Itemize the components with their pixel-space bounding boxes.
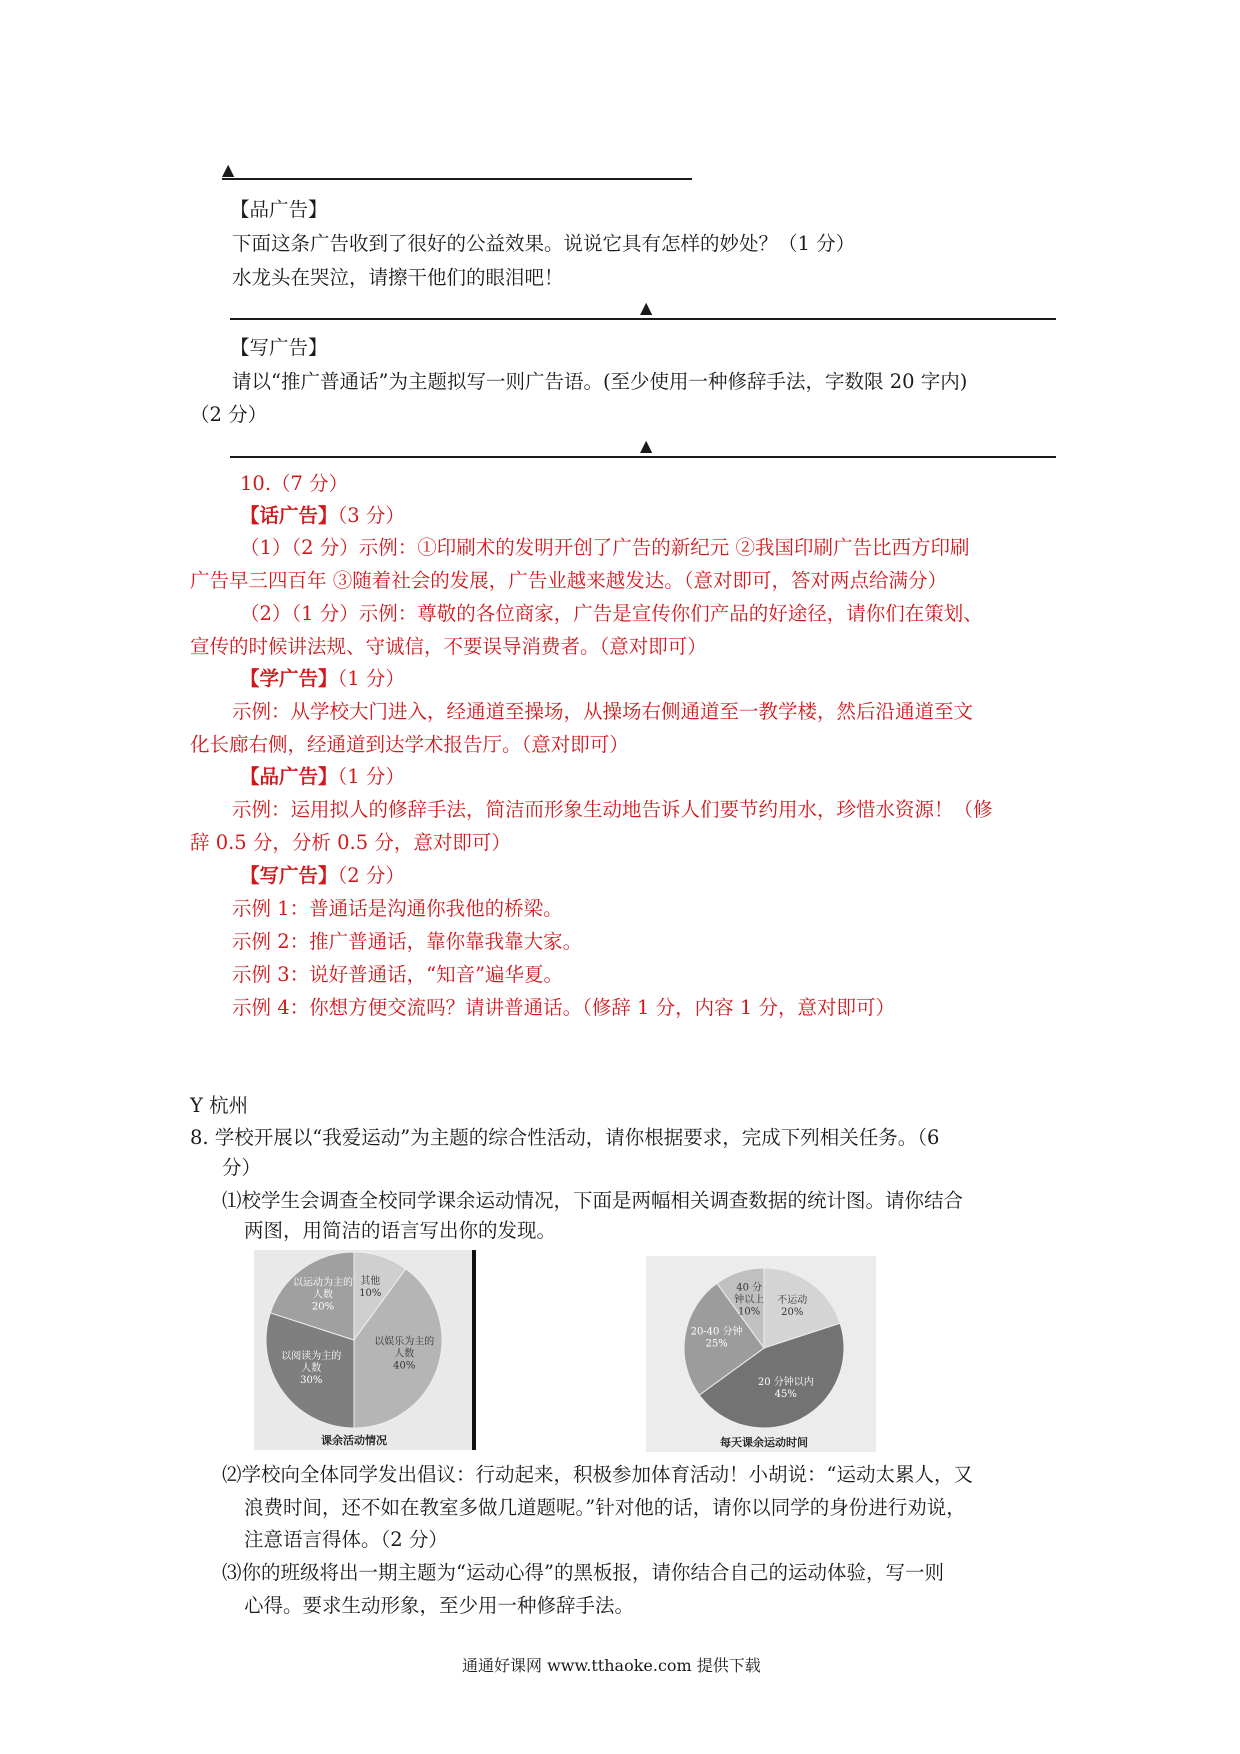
footer-source: 通通好课网 www.tthaoke.com 提供下载: [462, 1656, 761, 1675]
pie-chart-exercise-time-svg: [646, 1256, 876, 1452]
xue-ad-label: 【学广告】: [240, 667, 338, 690]
question-8-line-1: 8. 学校开展以“我爱运动”为主题的综合性活动，请你根据要求，完成下列相关任务。（6: [190, 1126, 940, 1149]
hua-ad-answer-2b: 宣传的时候讲法规、守诚信，不要误导消费者。（意对即可）: [190, 635, 707, 658]
hua-ad-answer-header: [240, 500, 405, 528]
xue-ad-answer-a: 示例：从学校大门进入，经通道至操场，从操场右侧通道至一教学楼，然后沿通道至文: [232, 700, 974, 723]
xie-ad-label: 【写广告】: [240, 864, 338, 887]
pie-activities-title: 课余活动情况: [321, 1434, 387, 1447]
pie-activities-slice-label-1: 以娱乐为主的人数 40%: [374, 1336, 435, 1372]
xie-ad-example-2: 示例 2：推广普通话，靠你靠我靠大家。: [232, 930, 583, 953]
pie-activities-slice-label-3: 以运动为主的人数 20%: [292, 1277, 353, 1313]
answer-mark: ▲: [222, 160, 235, 179]
task-3-line-2: 心得。要求生动形象，至少用一种修辞手法。: [244, 1594, 635, 1617]
pin-ad-answer-b: 辞 0.5 分，分析 0.5 分，意对即可）: [190, 831, 511, 854]
pin-ad-score: （1 分）: [337, 765, 405, 788]
hua-ad-answer-1a: （1）（2 分）示例：①印刷术的发明开创了广告的新纪元 ②我国印刷广告比西方印刷: [240, 536, 970, 559]
hua-ad-answer-2a: （2）（1 分）示例：尊敬的各位商家，广告是宣传你们产品的好途径，请你们在策划、: [240, 602, 983, 625]
write-ad-score: （2 分）: [190, 403, 268, 426]
task-2-line-3: 注意语言得体。（2 分）: [244, 1528, 448, 1551]
xue-ad-score: （1 分）: [337, 667, 405, 690]
xie-ad-score: （2 分）: [337, 864, 405, 887]
answer-line: [222, 178, 692, 180]
pie-chart-exercise-time: [646, 1256, 876, 1452]
answer-mark: ▲: [640, 436, 653, 455]
pin-ad-header: 【品广告】: [230, 198, 328, 221]
pie-exercise-slice-label-3: 40 分钟以上 10%: [734, 1282, 765, 1318]
hua-ad-label: 【话广告】: [240, 504, 338, 527]
answer-mark: ▲: [640, 298, 653, 317]
pie-exercise-slice-label-0: 不运动 20%: [777, 1295, 808, 1319]
xie-ad-example-3: 示例 3：说好普通话，“知音”遍华夏。: [232, 963, 564, 986]
xue-ad-answer-b: 化长廊右侧，经通道到达学术报告厅。（意对即可）: [190, 733, 629, 756]
question-8-line-2: 分）: [222, 1156, 262, 1179]
chart-border: [472, 1250, 476, 1450]
pin-ad-question: 下面这条广告收到了很好的公益效果。说说它具有怎样的妙处？（1 分）: [232, 232, 856, 255]
pie-exercise-slice-label-1: 20 分钟以内 45%: [757, 1376, 814, 1400]
task-1-line-2: 两图，用简洁的语言写出你的发现。: [244, 1219, 557, 1242]
answer-line: [230, 456, 1056, 458]
pie-exercise-slice-label-2: 20-40 分钟 25%: [690, 1326, 743, 1350]
pin-ad-answer-a: 示例：运用拟人的修辞手法，简洁而形象生动地告诉人们要节约用水，珍惜水资源！（修: [232, 798, 993, 821]
pie-chart-activities: [254, 1250, 476, 1450]
answer-q10: 10.（7 分）: [240, 472, 349, 495]
pin-ad-label: 【品广告】: [240, 765, 338, 788]
hua-ad-answer-1b: 广告早三四百年 ③随着社会的发展，广告业越来越发达。（意对即可，答对两点给满分）: [190, 569, 947, 592]
task-2-line-2: 浪费时间，还不如在教室多做几道题呢。”针对他的话，请你以同学的身份进行劝说，: [244, 1496, 966, 1519]
pie-exercise-title: 每天课余运动时间: [720, 1436, 808, 1449]
region-label: Y 杭州: [190, 1094, 249, 1117]
hua-ad-score: （3 分）: [337, 504, 405, 527]
task-2-line-1: ⑵学校向全体同学发出倡议：行动起来，积极参加体育活动！小胡说：“运动太累人，又: [222, 1463, 973, 1486]
answer-line: [230, 318, 1056, 320]
pin-ad-text: 水龙头在哭泣，请擦干他们的眼泪吧！: [232, 266, 564, 289]
write-ad-question: 请以“推广普通话”为主题拟写一则广告语。(至少使用一种修辞手法，字数限 20 字内): [232, 370, 968, 393]
xie-ad-example-1: 示例 1：普通话是沟通你我他的桥梁。: [232, 897, 563, 920]
task-1-line-1: ⑴校学生会调查全校同学课余运动情况，下面是两幅相关调查数据的统计图。请你结合: [222, 1189, 964, 1212]
pin-ad-answer-header: [240, 761, 405, 789]
task-3-line-1: ⑶你的班级将出一期主题为“运动心得”的黑板报，请你结合自己的运动体验，写一则: [222, 1561, 944, 1584]
xie-ad-answer-header: [240, 860, 405, 888]
xie-ad-example-4: 示例 4：你想方便交流吗？请讲普通话。（修辞 1 分，内容 1 分，意对即可）: [232, 996, 895, 1019]
pie-activities-slice-label-0: 其他 10%: [359, 1275, 382, 1299]
write-ad-header: 【写广告】: [230, 336, 328, 359]
xue-ad-answer-header: [240, 663, 405, 691]
pie-chart-activities-svg: [254, 1250, 476, 1450]
pie-activities-slice-label-2: 以阅读为主的人数 30%: [281, 1351, 342, 1387]
